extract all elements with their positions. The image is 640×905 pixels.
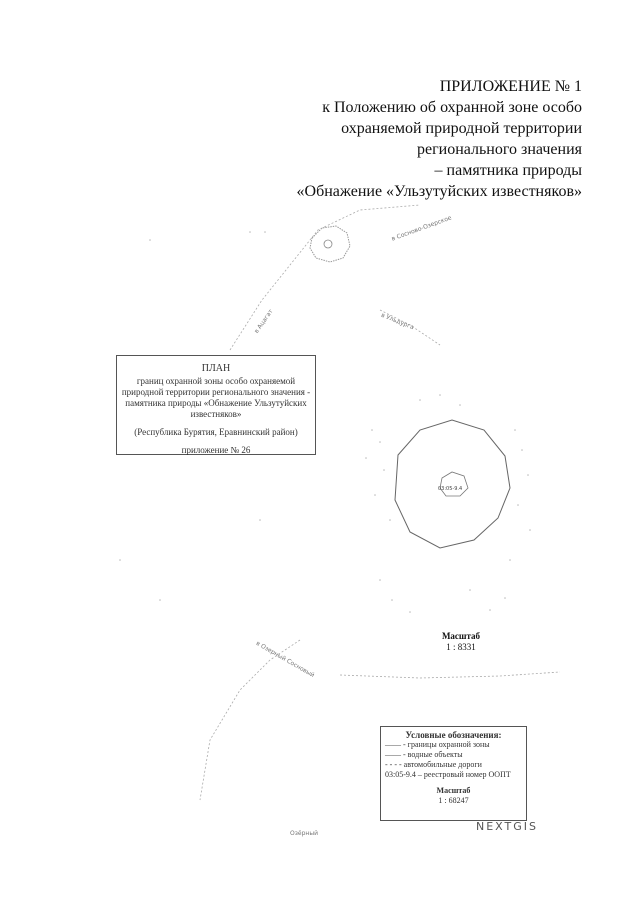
- road-label-5: Озёрный: [290, 830, 318, 837]
- legend-text: - границы охранной зоны: [403, 740, 490, 749]
- nextgis-logo: NEXTGIS: [476, 820, 538, 833]
- map-scale-value: 1 : 8331: [446, 642, 476, 652]
- map-scale: [428, 631, 494, 653]
- legend-text: - водные объекты: [403, 750, 463, 759]
- legend-symbol: ——: [385, 740, 401, 749]
- plan-title: ПЛАН: [201, 363, 231, 374]
- plan-desc-line-3: памятника природы «Обнажение Ульзутуйских: [125, 398, 307, 408]
- plan-desc-line-1: границ охранной зоны особо охраняемой: [136, 376, 296, 386]
- header-line-1: ПРИЛОЖЕНИЕ № 1: [439, 78, 582, 95]
- legend-symbol: ——: [385, 750, 401, 759]
- legend-item-roads: [385, 760, 522, 770]
- header-line-4: регионального значения: [416, 141, 582, 158]
- legend-symbol: - - -: [385, 760, 397, 769]
- legend-scale: [385, 786, 522, 806]
- header-line-5: – памятника природы: [434, 162, 582, 179]
- plan-region: (Республика Бурятия, Еравнинский район): [134, 427, 298, 437]
- legend-scale-label: Масштаб: [436, 786, 471, 795]
- legend-title: Условные обозначения:: [405, 730, 502, 740]
- road-label-2: в Ульдурга: [379, 311, 415, 332]
- plan-appendix: приложение № 26: [181, 445, 251, 455]
- legend-box: [380, 726, 527, 821]
- small-lake: [310, 226, 350, 262]
- header-line-3: охраняемой природной территории: [341, 120, 582, 137]
- header-line-6: «Обнажение «Ульзутуйских известняков»: [296, 183, 582, 200]
- road-label-1: в Сосново-Озерское: [390, 214, 453, 243]
- header-line-2: к Положению об охранной зоне особо: [322, 99, 582, 116]
- roads: [200, 205, 560, 800]
- map-scale-label: Масштаб: [441, 631, 481, 641]
- plan-title-box: [116, 355, 316, 455]
- plan-desc-line-2: природной территории регионального значения -: [121, 387, 311, 397]
- plan-desc-line-4: известняков»: [190, 409, 242, 419]
- protection-zone-boundary: [395, 420, 510, 548]
- legend-scale-value: 1 : 68247: [438, 796, 469, 805]
- legend-item-water: [385, 750, 522, 760]
- legend-text: - автомобильные дороги: [399, 760, 482, 769]
- object-registry-label: 03:05-9.4: [438, 486, 463, 492]
- road-label-4: в Озерный Сосновый: [254, 639, 316, 680]
- legend-item-boundary: [385, 740, 522, 750]
- legend-registry-note: 03:05-9.4 – реестровый номер ООПТ: [385, 770, 511, 779]
- road-label-3: в Ацагат: [253, 308, 275, 335]
